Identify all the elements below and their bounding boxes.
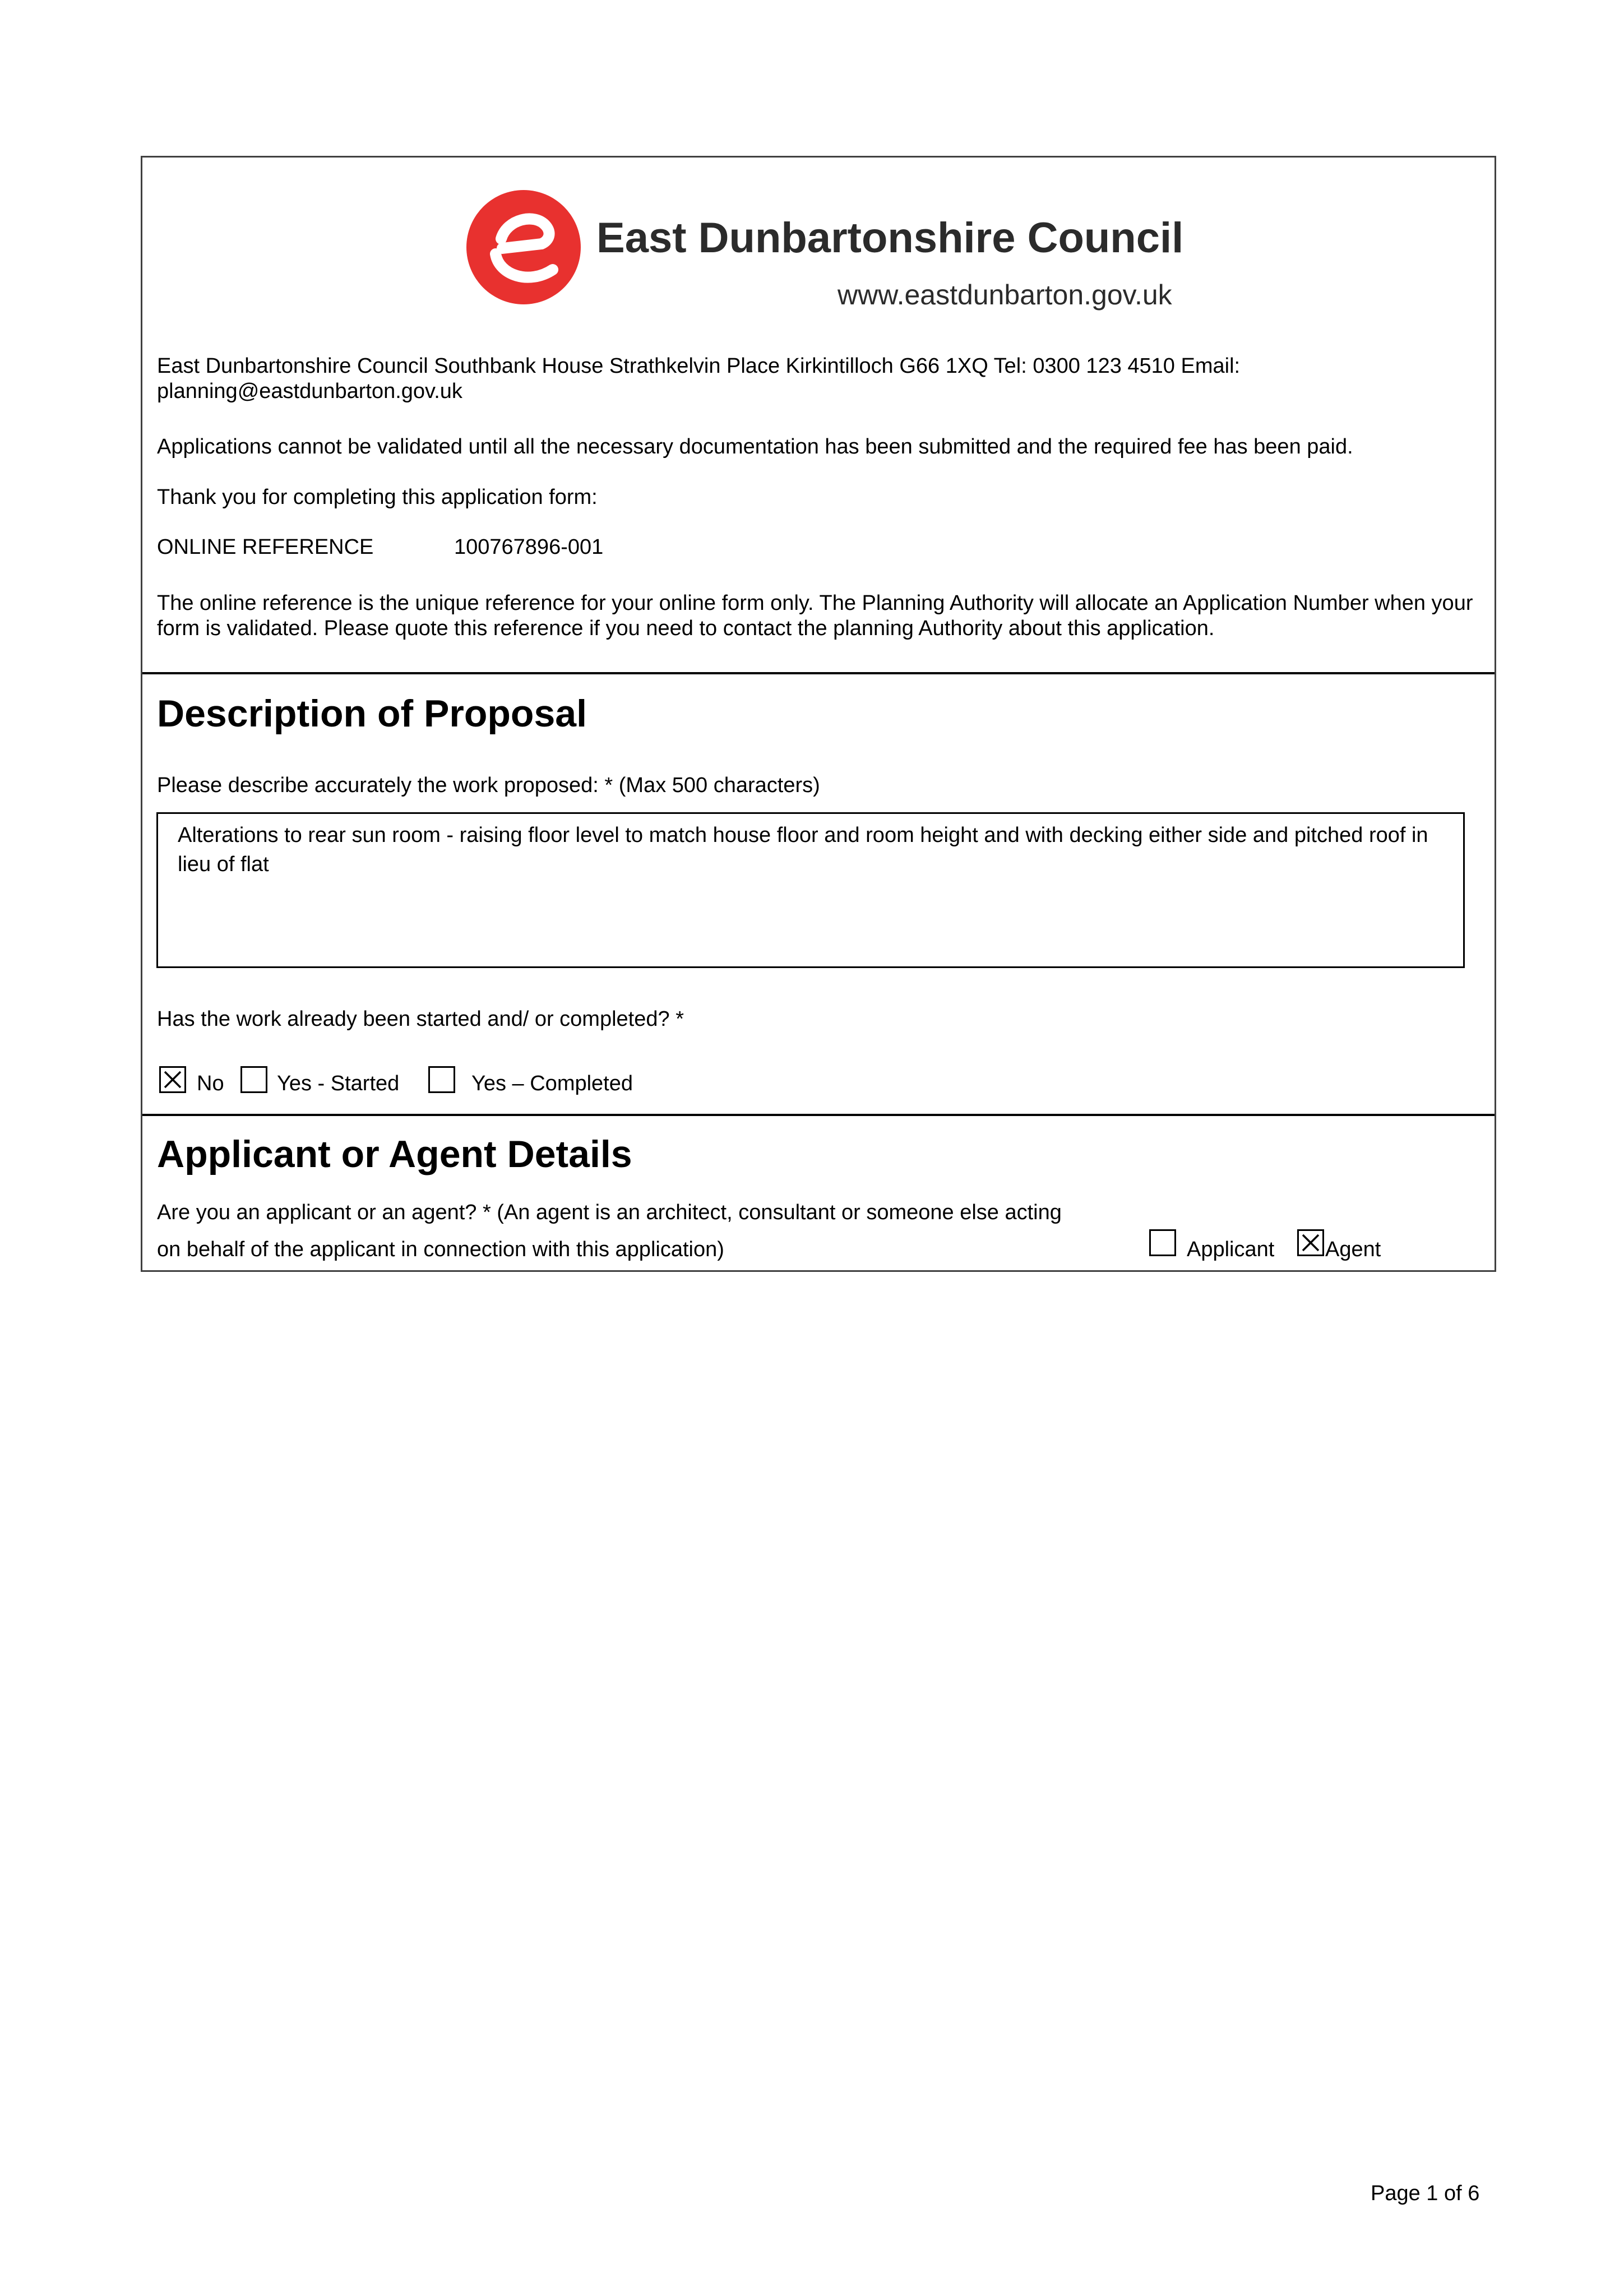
agent-checkbox[interactable]: [1297, 1229, 1324, 1256]
applicant-question-line2: on behalf of the applicant in connection with this application): [157, 1238, 724, 1261]
agent-label: Agent: [1325, 1238, 1381, 1261]
application-form: [141, 156, 1496, 1272]
applicant-question-line1: Are you an applicant or an agent? * (An agent is an architect, consultant or someone else acting: [157, 1201, 1062, 1224]
checked-x-icon: [1299, 1231, 1322, 1255]
reference-note: The online reference is the unique reference for your online form only. The Planning Authority will allocate an Application Number when your form is validated. Please quote this reference if you need to contact the planning Authority about this application.: [157, 591, 1473, 640]
work-no-label: No: [197, 1072, 224, 1095]
work-yes-completed-checkbox[interactable]: [428, 1066, 455, 1093]
thanks-text: Thank you for completing this application form:: [157, 485, 598, 509]
validation-note: Applications cannot be validated until all the necessary documentation has been submitted and the required fee has been paid.: [157, 435, 1353, 459]
work-no-checkbox[interactable]: [159, 1066, 186, 1093]
online-reference-value: 100767896-001: [454, 535, 604, 559]
work-yes-started-label: Yes - Started: [277, 1072, 400, 1095]
section-divider: [142, 1114, 1495, 1116]
council-e-logo-icon: [462, 186, 585, 309]
section-divider: [142, 672, 1495, 674]
proposal-heading: Description of Proposal: [157, 692, 587, 735]
online-reference-label: ONLINE REFERENCE: [157, 535, 374, 559]
applicant-label: Applicant: [1187, 1238, 1275, 1261]
work-yes-started-checkbox[interactable]: [240, 1066, 267, 1093]
council-address: East Dunbartonshire Council Southbank House Strathkelvin Place Kirkintilloch G66 1XQ Tel: 0300 123 4510 Email: planning@eastdunbarton.gov.uk: [157, 354, 1241, 403]
work-yes-completed-label: Yes – Completed: [471, 1072, 633, 1095]
page-number: Page 1 of 6: [1371, 2182, 1480, 2205]
council-logo: [451, 180, 1191, 314]
work-started-question: Has the work already been started and/ or completed? *: [157, 1007, 684, 1031]
applicant-checkbox[interactable]: [1149, 1229, 1176, 1256]
applicant-heading: Applicant or Agent Details: [157, 1133, 632, 1175]
council-name: East Dunbartonshire Council: [596, 214, 1184, 262]
council-website: www.eastdunbarton.gov.uk: [838, 279, 1172, 311]
checked-x-icon: [161, 1068, 184, 1091]
proposal-prompt: Please describe accurately the work proposed: * (Max 500 characters): [157, 774, 820, 797]
proposal-description-field[interactable]: Alterations to rear sun room - raising floor level to match house floor and room height and with decking either side and pitched roof in lieu of flat: [156, 812, 1465, 968]
